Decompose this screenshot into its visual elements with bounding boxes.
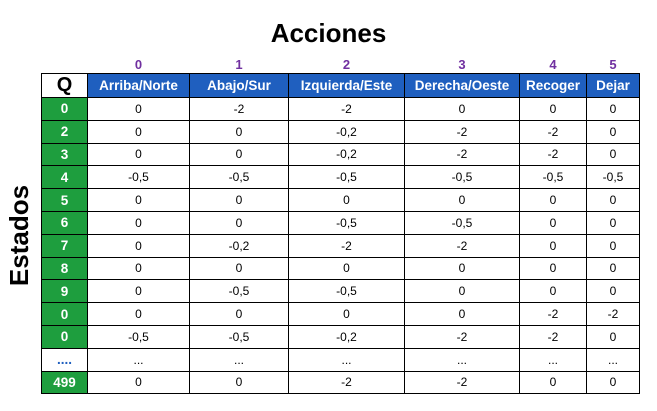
table-row	[42, 98, 640, 121]
q-value-cell: 0	[587, 280, 640, 303]
q-value-cell: 0	[520, 189, 587, 212]
action-index: 1	[190, 56, 289, 74]
state-cell: 0	[42, 325, 88, 348]
state-cell: 7	[42, 234, 88, 257]
q-value-cell: -2	[190, 98, 289, 121]
q-value-cell: ...	[190, 348, 289, 371]
q-value-cell: 0	[88, 211, 190, 234]
q-value-cell: -0,5	[405, 166, 520, 189]
table-row	[42, 166, 640, 189]
q-value-cell: 0	[587, 143, 640, 166]
q-value-cell: 0	[190, 143, 289, 166]
q-value-cell: -2	[405, 234, 520, 257]
q-value-cell: 0	[190, 303, 289, 326]
q-value-cell: -2	[289, 98, 405, 121]
q-value-cell: 0	[520, 257, 587, 280]
q-value-cell: 0	[405, 98, 520, 121]
q-value-cell: -0,5	[88, 325, 190, 348]
q-value-cell: ...	[520, 348, 587, 371]
action-header: Arriba/Norte	[88, 74, 190, 98]
state-cell: 499	[42, 371, 88, 394]
state-cell: 3	[42, 143, 88, 166]
action-index: 3	[405, 56, 520, 74]
action-header: Abajo/Sur	[190, 74, 289, 98]
q-value-cell: -0,2	[289, 143, 405, 166]
q-value-cell: -2	[520, 143, 587, 166]
state-cell: 6	[42, 211, 88, 234]
q-value-cell: 0	[405, 280, 520, 303]
q-corner-cell: Q	[42, 74, 88, 98]
table-row	[42, 303, 640, 326]
action-index: 4	[520, 56, 587, 74]
q-value-cell: -2	[520, 325, 587, 348]
table-row	[42, 280, 640, 303]
table-title: Acciones	[270, 18, 387, 48]
q-value-cell: -0,5	[289, 211, 405, 234]
q-value-cell: -0,5	[190, 325, 289, 348]
q-value-cell: -2	[520, 303, 587, 326]
action-index: 0	[88, 56, 190, 74]
table-row	[42, 325, 640, 348]
state-cell: 0	[42, 303, 88, 326]
table-row	[42, 211, 640, 234]
action-header: Dejar	[587, 74, 640, 98]
q-value-cell: 0	[587, 211, 640, 234]
q-value-cell: 0	[587, 189, 640, 212]
state-cell: 4	[42, 166, 88, 189]
q-value-cell: -2	[405, 143, 520, 166]
q-value-cell: 0	[88, 303, 190, 326]
q-value-cell: 0	[405, 257, 520, 280]
q-value-cell: 0	[88, 280, 190, 303]
q-value-cell: -0,5	[587, 166, 640, 189]
states-label-text: Estados	[4, 184, 35, 286]
state-cell: 2	[42, 120, 88, 143]
q-value-cell: 0	[88, 234, 190, 257]
q-value-cell: 0	[190, 120, 289, 143]
q-value-cell: 0	[190, 371, 289, 394]
q-value-cell: 0	[88, 143, 190, 166]
q-value-cell: -2	[289, 234, 405, 257]
q-table	[41, 56, 640, 394]
q-value-cell: 0	[587, 371, 640, 394]
q-value-cell: 0	[88, 98, 190, 121]
q-value-cell: ...	[587, 348, 640, 371]
q-value-cell: 0	[289, 303, 405, 326]
q-value-cell: 0	[587, 98, 640, 121]
q-value-cell: -2	[587, 303, 640, 326]
q-value-cell: 0	[520, 211, 587, 234]
state-cell: 0	[42, 98, 88, 121]
q-table-body	[42, 98, 640, 394]
q-value-cell: 0	[587, 257, 640, 280]
q-value-cell: 0	[88, 189, 190, 212]
q-value-cell: 0	[520, 280, 587, 303]
q-value-cell: -0,5	[520, 166, 587, 189]
q-value-cell: ...	[289, 348, 405, 371]
q-value-cell: 0	[289, 189, 405, 212]
states-axis-label	[0, 165, 40, 305]
q-value-cell: 0	[88, 371, 190, 394]
q-value-cell: ...	[405, 348, 520, 371]
state-cell: 8	[42, 257, 88, 280]
q-value-cell: 0	[190, 189, 289, 212]
q-value-cell: -0,5	[289, 166, 405, 189]
q-value-cell: -0,5	[88, 166, 190, 189]
action-index: 5	[587, 56, 640, 74]
action-header: Derecha/Oeste	[405, 74, 520, 98]
q-value-cell: 0	[88, 257, 190, 280]
state-cell: 9	[42, 280, 88, 303]
q-value-cell: 0	[289, 257, 405, 280]
table-row	[42, 143, 640, 166]
q-value-cell: ...	[88, 348, 190, 371]
q-value-cell: 0	[405, 303, 520, 326]
table-row	[42, 189, 640, 212]
action-header: Izquierda/Este	[289, 74, 405, 98]
action-index-row	[42, 56, 640, 74]
state-cell: 5	[42, 189, 88, 212]
table-row	[42, 371, 640, 394]
q-value-cell: -2	[405, 120, 520, 143]
q-value-cell: -2	[405, 325, 520, 348]
action-index: 2	[289, 56, 405, 74]
q-value-cell: 0	[520, 98, 587, 121]
q-value-cell: 0	[587, 325, 640, 348]
index-corner	[42, 56, 88, 74]
q-value-cell: -0,2	[190, 234, 289, 257]
q-value-cell: 0	[587, 120, 640, 143]
q-value-cell: 0	[190, 211, 289, 234]
q-value-cell: 0	[587, 234, 640, 257]
q-value-cell: -2	[405, 371, 520, 394]
q-value-cell: -0,5	[289, 280, 405, 303]
q-value-cell: -0,2	[289, 120, 405, 143]
q-value-cell: 0	[190, 257, 289, 280]
q-value-cell: -2	[289, 371, 405, 394]
q-value-cell: 0	[520, 371, 587, 394]
q-value-cell: -0,5	[190, 280, 289, 303]
table-row	[42, 257, 640, 280]
action-header-row	[42, 74, 640, 98]
table-row	[42, 120, 640, 143]
table-row	[42, 348, 640, 371]
q-value-cell: -2	[520, 120, 587, 143]
q-value-cell: 0	[520, 234, 587, 257]
q-value-cell: -0,5	[190, 166, 289, 189]
q-value-cell: -0,5	[405, 211, 520, 234]
q-value-cell: 0	[88, 120, 190, 143]
q-value-cell: -0,2	[289, 325, 405, 348]
table-row	[42, 234, 640, 257]
q-value-cell: 0	[405, 189, 520, 212]
action-header: Recoger	[520, 74, 587, 98]
state-cell: ....	[42, 348, 88, 371]
